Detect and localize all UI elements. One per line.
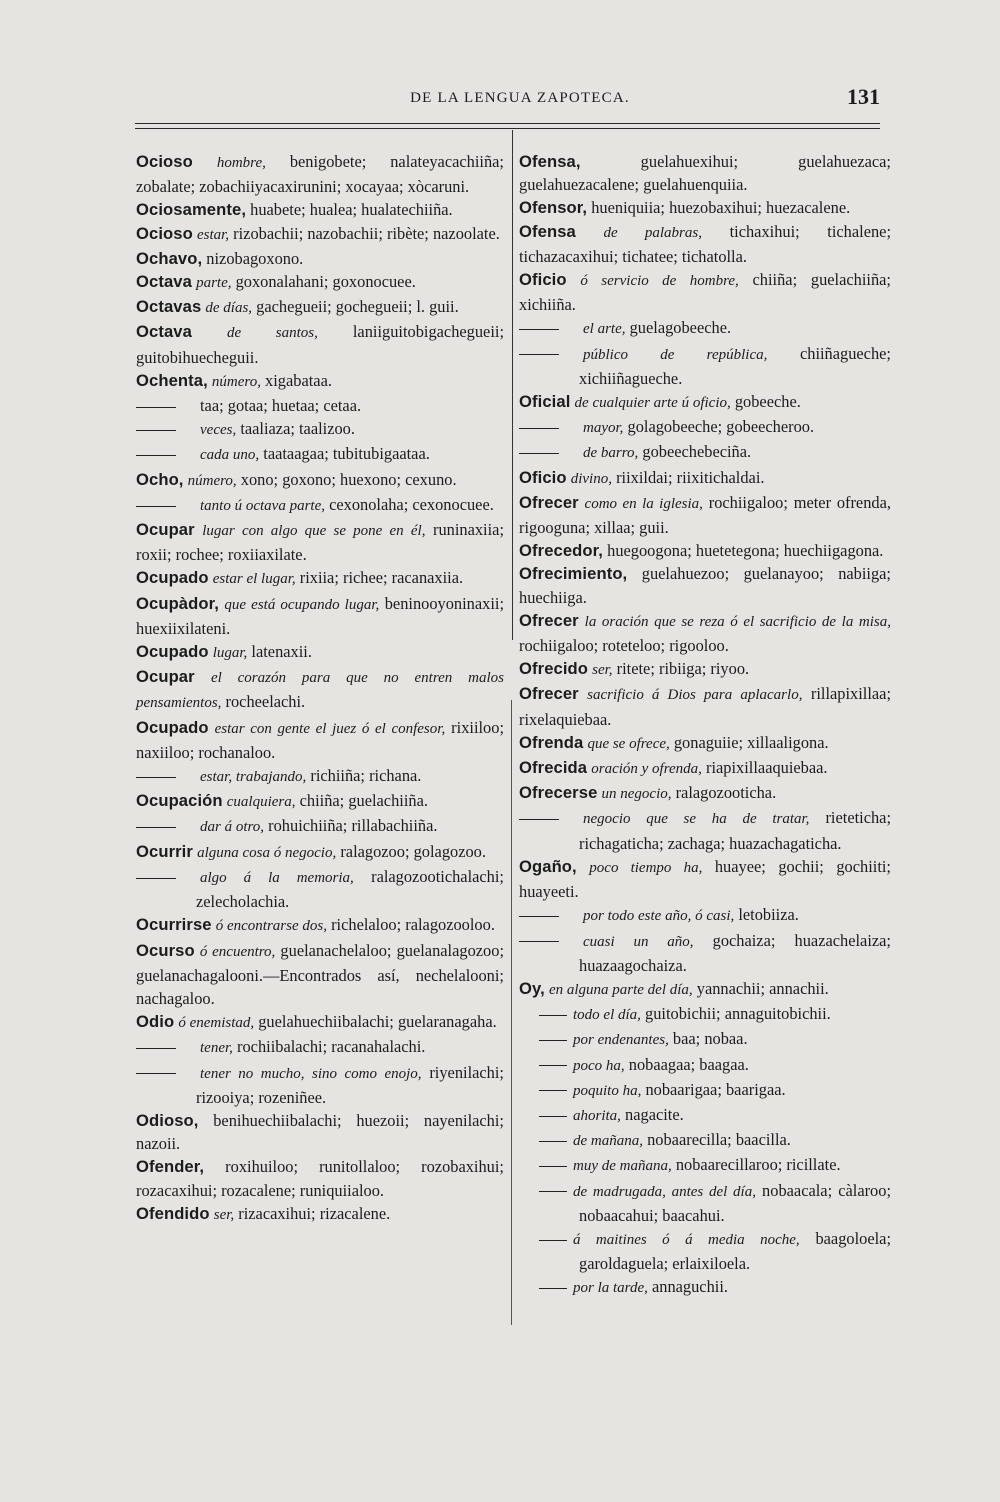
entry-qualifier: cualquiera, — [226, 794, 296, 811]
dictionary-entry — [519, 150, 891, 196]
entry-qualifier: poco ha, — [573, 1057, 625, 1074]
dictionary-entry — [519, 491, 891, 539]
entry-headword: Ofensa, — [519, 152, 581, 171]
entry-qualifier: lugar con algo que se pone en él, — [202, 523, 426, 540]
entry-translation: rocheelachi. — [221, 692, 306, 712]
entry-qualifier: poco tiempo ha, — [589, 859, 703, 876]
entry-qualifier: dar á otro, — [200, 819, 265, 836]
entry-translation: baa; nobaa. — [668, 1029, 748, 1049]
entry-qualifier: tener no mucho, sino como enojo, — [200, 1065, 422, 1082]
entry-headword: Ofender, — [136, 1157, 205, 1177]
dictionary-entry — [519, 562, 891, 608]
entry-qualifier: de santos, — [226, 325, 318, 342]
entry-translation: taaliaza; taalizoo. — [236, 419, 355, 439]
entry-translation: chiiña; guelachiiña. — [295, 791, 428, 811]
entry-qualifier: de madrugada, antes del día, — [573, 1183, 756, 1200]
entry-translation: ritete; ribiiga; riyoo. — [612, 659, 750, 679]
entry-translation: rochiigaloo; meter ofrenda, rigooguna; xillaa; guii. — [519, 492, 891, 538]
entry-qualifier: como en la iglesia, — [584, 495, 703, 512]
dictionary-entry — [136, 320, 504, 368]
entry-translation: xigabataa. — [260, 370, 332, 390]
ditto-dash — [539, 1065, 567, 1066]
entry-headword: Ocupar — [136, 667, 195, 687]
dictionary-entry — [519, 342, 891, 390]
column-divider-lower — [511, 700, 512, 1325]
dictionary-entry — [519, 390, 891, 415]
entry-headword: Ocurrirse — [136, 915, 212, 935]
entry-translation: laniiguitobigachegueii; guitobihuecheguii. — [136, 322, 504, 367]
entry-translation: riixildai; riixitichaldai. — [611, 467, 765, 487]
ditto-dash — [539, 1166, 567, 1167]
entry-qualifier: estar, trabajando, — [200, 769, 307, 786]
dictionary-entry — [519, 781, 891, 806]
dictionary-entry — [519, 657, 891, 682]
entry-qualifier: un negocio, — [601, 786, 672, 803]
ditto-dash — [539, 1116, 567, 1117]
entry-headword: Odio — [136, 1012, 175, 1032]
entry-translation: xono; goxono; huexono; cexuno. — [236, 469, 457, 489]
entry-qualifier: cuasi un año, — [583, 933, 694, 950]
entry-translation: guelagobeeche. — [625, 318, 732, 338]
entry-translation: rillapixillaa; rixelaquiebaa. — [519, 684, 891, 729]
dictionary-entry — [136, 442, 504, 467]
dictionary-entry — [136, 222, 504, 247]
entry-headword: Ocupado — [136, 642, 209, 662]
header-rule-thin — [135, 128, 880, 129]
entry-qualifier: ahorita, — [573, 1107, 621, 1124]
entry-headword: Odioso, — [136, 1110, 199, 1130]
entry-qualifier: hombre, — [216, 155, 266, 171]
entry-translation: gochaiza; huazachelaiza; huazaagochaiza. — [579, 930, 891, 975]
entry-headword: Ocioso — [136, 152, 193, 171]
entry-qualifier: veces, — [200, 422, 237, 439]
entry-translation: benihuechiibalachi; huezoii; nayenilachi; nazoii. — [136, 1110, 504, 1154]
entry-qualifier: de mañana, — [573, 1133, 643, 1150]
entry-qualifier: que se ofrece, — [587, 735, 670, 752]
ditto-dash — [519, 453, 559, 454]
dictionary-entry — [519, 440, 891, 465]
entry-translation: chiiñagueche; xichiiñagueche. — [579, 343, 891, 388]
entry-qualifier: por todo este año, ó casi, — [583, 908, 735, 925]
entry-translation: tichaxihui; tichalene; tichazacaxihui; tichatee; tichatolla. — [519, 221, 891, 266]
entry-translation: huegoogona; huetetegona; huechiigagona. — [607, 541, 884, 561]
ditto-dash — [539, 1240, 567, 1241]
running-title: DE LA LENGUA ZAPOTECA. — [410, 90, 630, 106]
entry-qualifier: poquito ha, — [573, 1082, 642, 1099]
dictionary-entry — [519, 731, 891, 756]
entry-qualifier: por endenantes, — [573, 1032, 669, 1049]
entry-qualifier: el corazón para que no entren malos pensamientos, — [136, 670, 504, 712]
entry-headword: Ocupàdor, — [136, 593, 219, 613]
entry-translation: gachegueii; gochegueii; l. guii. — [252, 297, 459, 317]
dictionary-entry — [519, 1153, 891, 1178]
dictionary-entry — [136, 716, 504, 764]
dictionary-entry — [136, 295, 504, 320]
entry-qualifier: tener, — [200, 1040, 233, 1057]
entry-qualifier: oración y ofrenda, — [591, 761, 702, 778]
entry-qualifier: ó enemistad, — [178, 1015, 255, 1032]
dictionary-entry — [136, 840, 504, 865]
ditto-dash — [539, 1141, 567, 1142]
entry-headword: Ocurrir — [136, 841, 193, 861]
dictionary-entry — [519, 756, 891, 781]
entry-headword: Ofrecer — [519, 492, 579, 512]
entry-headword: Ocho, — [136, 469, 184, 489]
entry-qualifier: divino, — [570, 470, 612, 487]
entry-translation: rieteticha; richagaticha; zachaga; huazachagaticha. — [579, 808, 891, 853]
entry-translation: goxonalahani; goxonocuee. — [231, 272, 416, 292]
entry-headword: Ocupar — [136, 520, 195, 540]
dictionary-entry — [136, 566, 504, 591]
entry-qualifier: ó servicio de hombre, — [580, 273, 739, 290]
entry-headword: Ofrecedor, — [519, 541, 604, 561]
dictionary-entry — [519, 929, 891, 977]
dictionary-entry — [136, 592, 504, 640]
dictionary-entry — [519, 855, 891, 903]
entry-translation: guelahuezoo; guelanayoo; nabiiga; huechiiga. — [519, 564, 891, 607]
ditto-dash — [519, 428, 559, 429]
entry-translation: yannachii; annachii. — [692, 978, 829, 998]
dictionary-entry — [136, 1202, 504, 1227]
ditto-dash — [136, 1073, 176, 1074]
entry-headword: Ochavo, — [136, 248, 203, 268]
dictionary-entry — [519, 1103, 891, 1128]
entry-translation: nagacite. — [620, 1104, 684, 1124]
dictionary-entry — [136, 150, 504, 198]
dictionary-entry — [519, 903, 891, 928]
entry-translation: beninooyoninaxii; huexiixilateni. — [136, 593, 504, 638]
entry-translation: baagoloela; garoldaguela; erlaixiloela. — [579, 1228, 892, 1274]
ditto-dash — [519, 354, 559, 355]
entry-headword: Ofensor, — [519, 198, 588, 218]
ditto-dash — [136, 506, 176, 507]
ditto-dash — [519, 329, 559, 330]
dictionary-entry — [519, 1027, 891, 1052]
left-column — [136, 150, 504, 1227]
entry-qualifier: de palabras, — [603, 224, 702, 241]
dictionary-entry — [136, 247, 504, 270]
entry-qualifier: la oración que se reza ó el sacrificio de la misa, — [584, 613, 891, 630]
dictionary-entry — [519, 609, 891, 657]
dictionary-entry — [519, 539, 891, 562]
ditto-dash — [519, 916, 559, 917]
entry-translation: chiiña; guelachiiña; xichiiña. — [519, 270, 891, 315]
ditto-dash — [519, 819, 559, 820]
entry-qualifier: parte, — [196, 275, 232, 292]
ditto-dash — [519, 941, 559, 942]
entry-qualifier: lugar, — [212, 645, 248, 662]
entry-headword: Ofrenda — [519, 732, 584, 752]
entry-qualifier: que está ocupando lugar, — [224, 596, 380, 613]
entry-qualifier: muy de mañana, — [573, 1158, 672, 1175]
entry-headword: Octavas — [136, 297, 202, 317]
entry-translation: richiiña; richana. — [306, 766, 422, 786]
entry-headword: Octava — [136, 322, 192, 342]
page-number: 131 — [847, 84, 880, 109]
entry-headword: Ocupación — [136, 791, 223, 811]
entry-headword: Ofrecer — [519, 684, 579, 704]
entry-translation: riapixillaaquiebaa. — [701, 758, 828, 778]
entry-qualifier: todo el día, — [573, 1007, 641, 1024]
dictionary-entry — [519, 682, 891, 730]
entry-translation: richelaloo; ralagozooloo. — [326, 915, 495, 935]
dictionary-entry — [519, 268, 891, 316]
dictionary-entry — [519, 1002, 891, 1027]
entry-qualifier: negocio que se ha de tratar, — [583, 811, 810, 828]
entry-qualifier: el arte, — [583, 321, 626, 338]
entry-translation: gobeeche. — [730, 392, 801, 412]
entry-qualifier: á maitines ó á media noche, — [573, 1231, 800, 1248]
entry-headword: Ofrecimiento, — [519, 564, 628, 584]
entry-headword: Ofrecido — [519, 659, 589, 679]
dictionary-entry — [519, 1275, 891, 1300]
entry-qualifier: sacrificio á Dios para aplacarlo, — [587, 687, 803, 704]
entry-translation: rohuichiiña; rillabachiiña. — [264, 816, 438, 836]
entry-translation: nobaarigaa; baarigaa. — [641, 1079, 786, 1099]
dictionary-entry — [136, 814, 504, 839]
column-divider — [512, 130, 513, 640]
dictionary-entry — [136, 913, 504, 938]
entry-qualifier: estar el lugar, — [212, 571, 296, 588]
dictionary-entry — [136, 1109, 504, 1155]
dictionary-entry — [519, 977, 891, 1002]
header-rule — [135, 123, 880, 124]
dictionary-entry — [136, 270, 504, 295]
dictionary-entry — [136, 493, 504, 518]
entry-headword: Oficio — [519, 270, 567, 290]
dictionary-entry — [136, 764, 504, 789]
dictionary-entry — [519, 1078, 891, 1103]
dictionary-entry — [519, 316, 891, 341]
entry-qualifier: alguna cosa ó negocio, — [197, 844, 337, 861]
entry-headword: Ofrecerse — [519, 783, 598, 803]
entry-qualifier: número, — [211, 373, 261, 390]
entry-translation: taa; gotaa; huetaa; cetaa. — [200, 396, 362, 416]
dictionary-entry — [136, 665, 504, 715]
entry-headword: Ofendido — [136, 1203, 210, 1223]
ditto-dash — [539, 1288, 567, 1289]
ditto-dash — [539, 1015, 567, 1016]
entry-translation: letobiiza. — [734, 905, 799, 925]
entry-translation: ralagozootichalachi; zelecholachia. — [196, 866, 504, 912]
dictionary-entry — [136, 369, 504, 394]
entry-translation: guelanachelaloo; guelanalagozoo; guelanachagalooni.—Encontrados así, nechelalooni; nachagaloo. — [136, 940, 504, 1008]
entry-translation: golagobeeche; gobeecheroo. — [623, 417, 815, 437]
entry-headword: Ofensa — [519, 221, 576, 241]
entry-translation: benigobete; nalateyacachiiña; zobalate; zobachiiyacaxirunini; xocayaa; xòcaruni. — [136, 152, 504, 197]
entry-translation: ralagozooticha. — [671, 783, 777, 803]
entry-translation: guitobichii; annaguitobichii. — [640, 1004, 831, 1024]
ditto-dash — [136, 455, 176, 456]
entry-translation: gobeechebeciña. — [638, 442, 752, 462]
entry-translation: rochiibalachi; racanahalachi. — [232, 1037, 426, 1057]
dictionary-entry — [136, 1010, 504, 1035]
entry-translation: gonaguiie; xillaaligona. — [669, 732, 829, 752]
dictionary-entry — [136, 1061, 504, 1109]
dictionary-entry — [519, 1128, 891, 1153]
entry-qualifier: estar, — [196, 226, 230, 243]
entry-qualifier: estar con gente el juez ó el confesor, — [214, 720, 446, 737]
entry-headword: Ofrecer — [519, 610, 579, 630]
entry-translation: guelahuechiibalachi; guelaranagaha. — [254, 1012, 497, 1032]
entry-headword: Octava — [136, 272, 192, 292]
entry-translation: nobaarecilla; baacilla. — [643, 1130, 791, 1150]
dictionary-entry — [136, 468, 504, 493]
entry-translation: annaguchii. — [647, 1277, 728, 1297]
right-column — [519, 150, 891, 1301]
dictionary-entry — [136, 939, 504, 1011]
entry-qualifier: ó encuentro, — [199, 943, 276, 960]
entry-translation: cexonolaha; cexonocuee. — [324, 494, 494, 514]
ditto-dash — [136, 407, 176, 408]
entry-qualifier: ser, — [213, 1206, 235, 1223]
ditto-dash — [136, 777, 176, 778]
entry-translation: rixiia; richee; racanaxiia. — [295, 568, 464, 588]
entry-qualifier: ó encontrarse dos, — [215, 918, 327, 935]
entry-translation: rochiigaloo; roteteloo; rigooloo. — [519, 636, 729, 656]
entry-translation: ralagozoo; golagozoo. — [336, 841, 486, 861]
entry-qualifier: por la tarde, — [573, 1280, 648, 1297]
entry-headword: Ogaño, — [519, 856, 577, 876]
entry-headword: Oficial — [519, 392, 571, 412]
entry-headword: Ocupado — [136, 717, 209, 737]
entry-translation: nizobagoxono. — [206, 248, 304, 268]
entry-qualifier: algo á la memoria, — [200, 869, 354, 886]
entry-headword: Oy, — [519, 978, 545, 998]
dictionary-entry — [136, 789, 504, 814]
entry-qualifier: de cualquier arte ú oficio, — [574, 395, 731, 412]
entry-qualifier: de barro, — [583, 445, 639, 462]
entry-qualifier: en alguna parte del día, — [548, 981, 693, 998]
entry-headword: Ocupado — [136, 568, 209, 588]
entry-translation: runinaxiia; roxii; rochee; roxiiaxilate. — [136, 520, 504, 565]
entry-translation: guelahuexihui; guelahuezaca; guelahuezacalene; guelahuenquiia. — [519, 152, 891, 195]
ditto-dash — [136, 430, 176, 431]
entry-qualifier: mayor, — [583, 420, 624, 437]
entry-translation: rizobachii; nazobachii; ribète; nazoolate. — [229, 223, 500, 243]
dictionary-entry — [136, 417, 504, 442]
entry-qualifier: público de república, — [583, 346, 768, 363]
dictionary-entry — [519, 1227, 891, 1275]
entry-translation: nobaarecillaroo; ricillate. — [671, 1155, 841, 1175]
entry-translation: latenaxii. — [247, 642, 312, 662]
dictionary-entry — [519, 220, 891, 268]
dictionary-entry — [519, 806, 891, 854]
dictionary-entry — [136, 1035, 504, 1060]
entry-qualifier: de días, — [205, 300, 253, 317]
entry-translation: huayee; gochii; gochiiti; huayeeti. — [519, 856, 891, 902]
entry-translation: hueniquiia; huezobaxihui; huezacalene. — [591, 198, 851, 218]
ditto-dash — [539, 1040, 567, 1041]
entry-headword: Ocurso — [136, 940, 195, 960]
entry-headword: Ociosamente, — [136, 200, 247, 220]
entry-translation: rixiiloo; naxiiloo; rochanaloo. — [136, 717, 504, 762]
dictionary-entry — [519, 196, 891, 219]
dictionary-entry — [519, 466, 891, 491]
entry-qualifier: ser, — [592, 662, 613, 679]
dictionary-entry — [136, 1155, 504, 1201]
entry-translation: taataagaa; tubitubigaataa. — [259, 444, 430, 464]
dictionary-entry — [136, 394, 504, 417]
dictionary-entry — [519, 1053, 891, 1078]
entry-translation: riyenilachi; rizooiya; rozeniñee. — [196, 1062, 504, 1107]
ditto-dash — [539, 1191, 567, 1192]
ditto-dash — [136, 1048, 176, 1049]
ditto-dash — [136, 827, 176, 828]
ditto-dash — [136, 878, 176, 879]
dictionary-entry — [136, 198, 504, 221]
entry-qualifier: cada uno, — [200, 447, 260, 464]
entry-translation: huabete; hualea; hualatechiiña. — [250, 200, 453, 220]
entry-headword: Ofrecida — [519, 758, 588, 778]
entry-qualifier: número, — [187, 472, 237, 489]
entry-translation: roxihuiloo; runitollaloo; rozobaxihui; rozacaxihui; rozacalene; runiquiialoo. — [136, 1157, 504, 1200]
dictionary-entry — [136, 518, 504, 566]
entry-headword: Ochenta, — [136, 370, 208, 390]
entry-headword: Ocioso — [136, 223, 193, 243]
entry-translation: rizacaxihui; rizacalene. — [234, 1203, 391, 1223]
entry-translation: nobaagaa; baagaa. — [624, 1054, 749, 1074]
ditto-dash — [539, 1090, 567, 1091]
dictionary-entry — [136, 640, 504, 665]
dictionary-entry — [519, 1179, 891, 1227]
entry-headword: Oficio — [519, 467, 567, 487]
dictionary-entry — [136, 865, 504, 913]
dictionary-entry — [519, 415, 891, 440]
entry-translation: nobaacala; càlaroo; nobaacahui; baacahui. — [579, 1180, 892, 1225]
entry-qualifier: tanto ú octava parte, — [200, 497, 325, 514]
